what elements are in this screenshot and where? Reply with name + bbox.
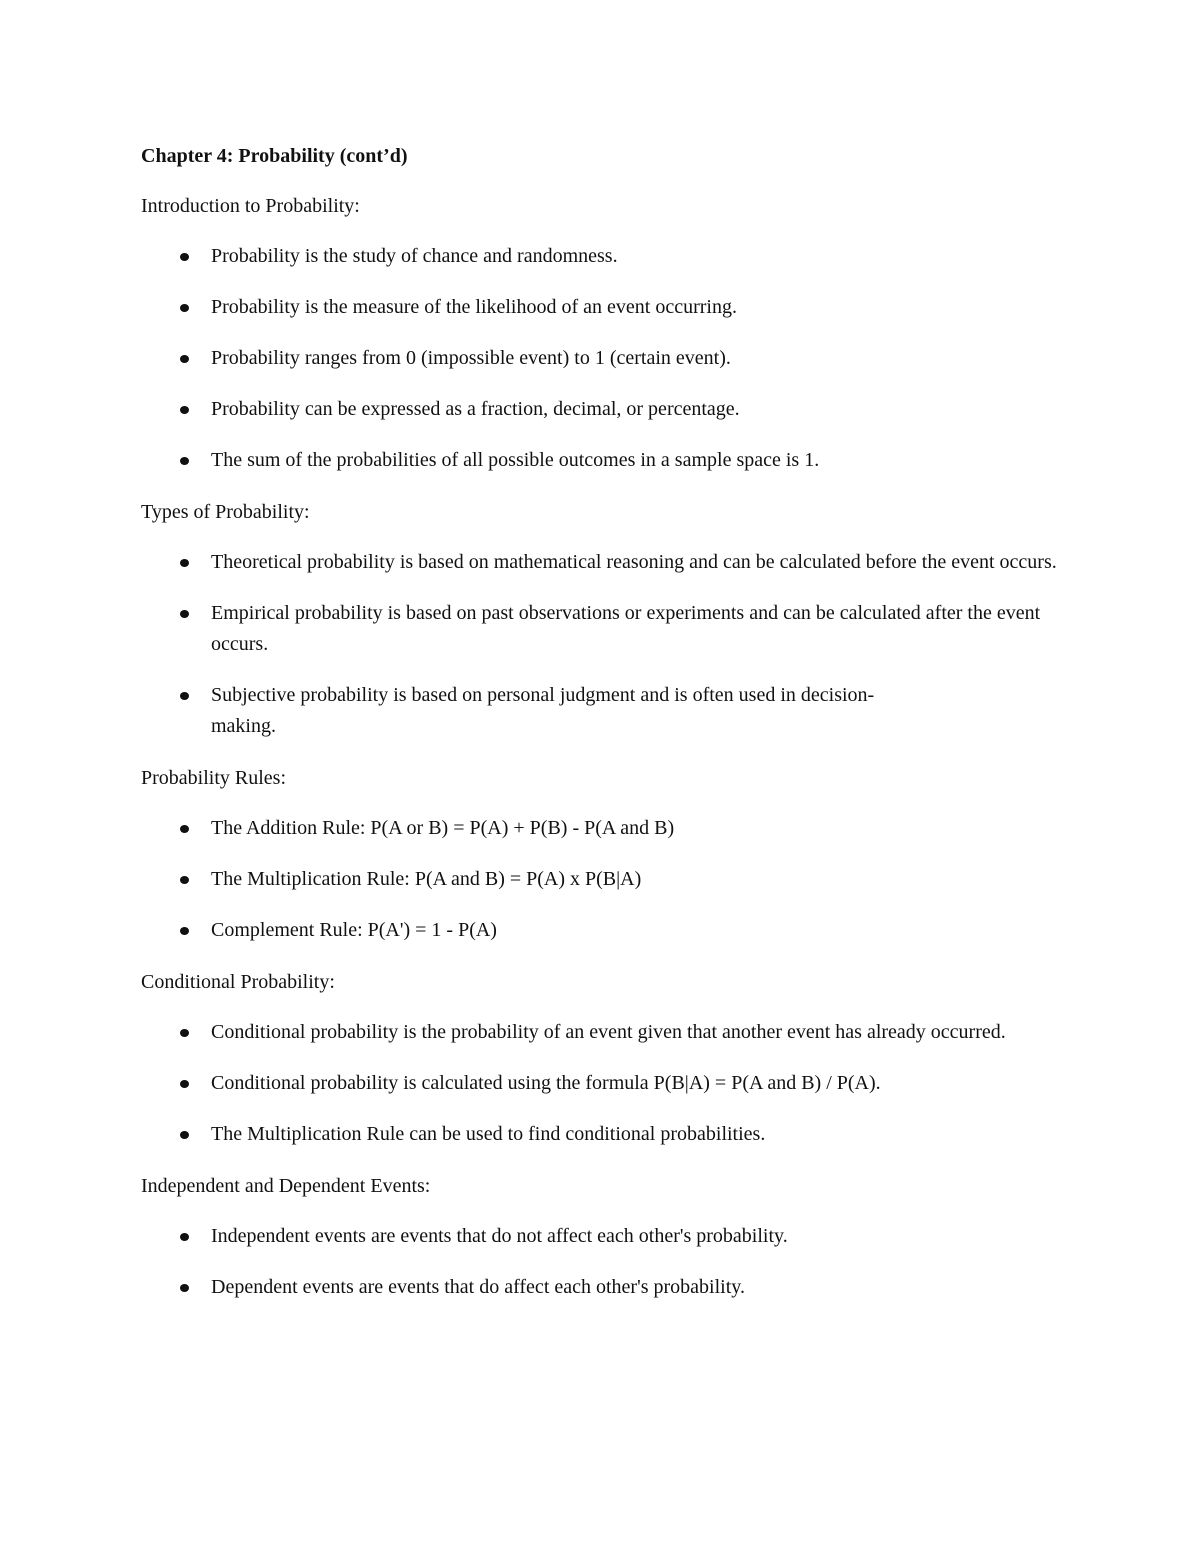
section-introduction <box>141 190 1061 476</box>
bullet-icon <box>180 692 189 700</box>
section-heading: Types of Probability: <box>141 501 310 523</box>
list-item-text: The Multiplication Rule can be used to find conditional probabilities. <box>211 1123 766 1145</box>
bullet-list <box>141 1017 1061 1150</box>
bullet-icon <box>180 610 189 618</box>
bullet-list <box>141 547 1061 742</box>
section-rules <box>141 762 1061 946</box>
bullet-icon <box>180 355 189 363</box>
section-independent-dependent <box>141 1170 1061 1303</box>
bullet-icon <box>180 304 189 312</box>
list-item-text: Dependent events are events that do affect each other's probability. <box>211 1276 745 1298</box>
list-item <box>141 813 1061 844</box>
list-item <box>141 864 1061 895</box>
bullet-icon <box>180 1233 189 1241</box>
list-item <box>141 1017 1061 1048</box>
list-item-text: The Multiplication Rule: P(A and B) = P(A) x P(B|A) <box>211 868 642 890</box>
list-item <box>141 547 1061 578</box>
list-item <box>141 343 1061 374</box>
list-item <box>141 915 1061 946</box>
list-item <box>141 1068 1061 1099</box>
bullet-list <box>141 241 1061 476</box>
list-item <box>141 1119 1061 1150</box>
list-item-text: The Addition Rule: P(A or B) = P(A) + P(B) - P(A and B) <box>211 817 675 839</box>
list-item <box>141 680 1061 742</box>
list-item <box>141 394 1061 425</box>
document-title: Chapter 4: Probability (cont’d) <box>141 145 408 167</box>
list-item-text: Conditional probability is calculated using the formula P(B|A) = P(A and B) / P(A). <box>211 1072 881 1094</box>
list-item-text: Probability can be expressed as a fraction, decimal, or percentage. <box>211 398 740 420</box>
list-item-text: Independent events are events that do not affect each other's probability. <box>211 1225 788 1247</box>
section-types <box>141 496 1061 742</box>
list-item <box>141 241 1061 272</box>
list-item-text: Subjective probability is based on personal judgment and is often used in decision-making. <box>211 684 875 737</box>
section-heading: Probability Rules: <box>141 767 286 789</box>
list-item-text: The sum of the probabilities of all possible outcomes in a sample space is 1. <box>211 449 820 471</box>
list-item <box>141 1221 1061 1252</box>
bullet-icon <box>180 825 189 833</box>
bullet-icon <box>180 457 189 465</box>
bullet-icon <box>180 876 189 884</box>
section-heading: Independent and Dependent Events: <box>141 1175 431 1197</box>
list-item <box>141 1272 1061 1303</box>
document-page <box>141 140 1061 1323</box>
section-conditional <box>141 966 1061 1150</box>
list-item <box>141 445 1061 476</box>
bullet-icon <box>180 1284 189 1292</box>
list-item-text: Probability ranges from 0 (impossible event) to 1 (certain event). <box>211 347 731 369</box>
list-item <box>141 292 1061 323</box>
list-item-text: Probability is the study of chance and randomness. <box>211 245 618 267</box>
list-item <box>141 598 1061 660</box>
bullet-icon <box>180 927 189 935</box>
list-item-text: Probability is the measure of the likelihood of an event occurring. <box>211 296 737 318</box>
list-item-text: Empirical probability is based on past observations or experiments and can be calculated after the event occurs. <box>211 602 1041 655</box>
section-heading: Introduction to Probability: <box>141 195 360 217</box>
bullet-list <box>141 1221 1061 1303</box>
list-item-text: Theoretical probability is based on mathematical reasoning and can be calculated before the event occurs. <box>211 551 1057 573</box>
bullet-icon <box>180 559 189 567</box>
bullet-list <box>141 813 1061 946</box>
bullet-icon <box>180 1080 189 1088</box>
bullet-icon <box>180 253 189 261</box>
bullet-icon <box>180 1029 189 1037</box>
bullet-icon <box>180 1131 189 1139</box>
list-item-text: Conditional probability is the probability of an event given that another event has already occurred. <box>211 1021 1006 1043</box>
bullet-icon <box>180 406 189 414</box>
section-heading: Conditional Probability: <box>141 971 335 993</box>
list-item-text: Complement Rule: P(A') = 1 - P(A) <box>211 919 497 941</box>
